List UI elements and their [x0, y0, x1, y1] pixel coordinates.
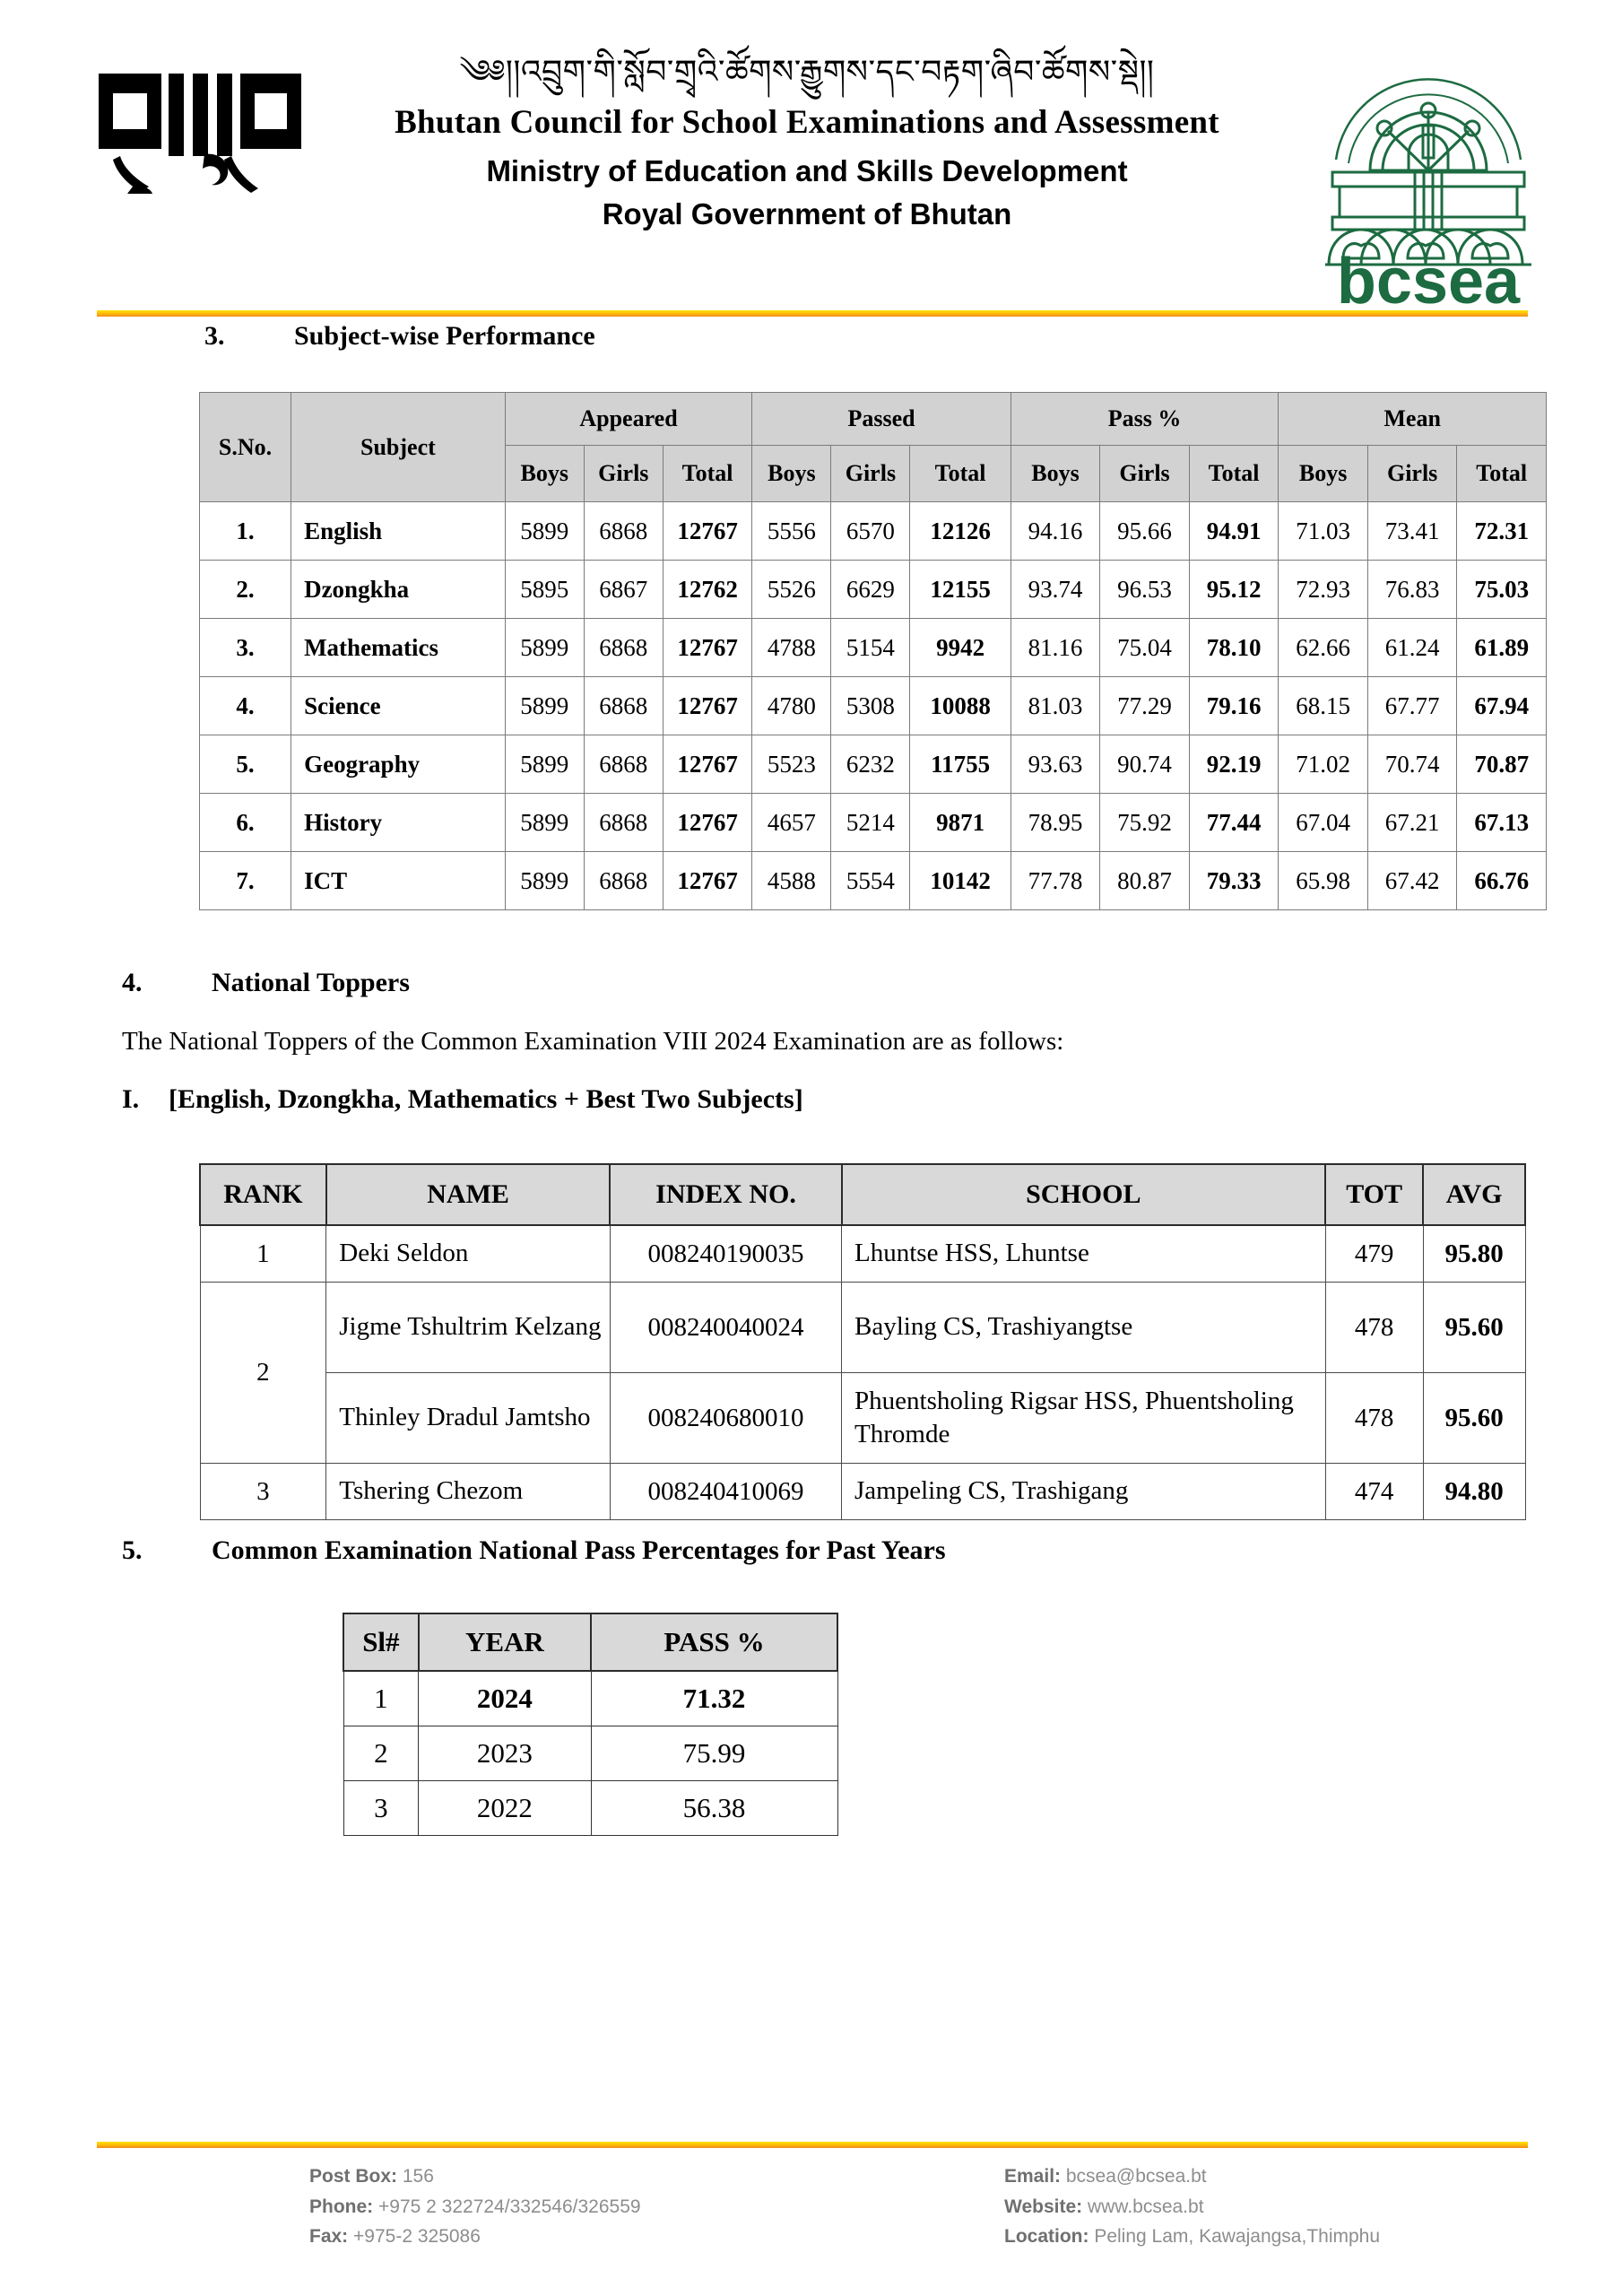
table-row [200, 852, 1547, 910]
cell-index-no: 008240410069 [610, 1464, 841, 1520]
cell-index-no: 008240680010 [610, 1373, 841, 1464]
footer-contact-right [1004, 2161, 1380, 2252]
cell-index-no: 008240040024 [610, 1283, 841, 1373]
header-school: SCHOOL [842, 1164, 1326, 1225]
footer-website [1004, 2192, 1380, 2222]
cell-appeared-total: 12767 [663, 852, 752, 910]
table-row [200, 561, 1547, 619]
cell-passpct-boys: 77.78 [1010, 852, 1100, 910]
government-name: Royal Government of Bhutan [602, 197, 1012, 230]
header-name: NAME [326, 1164, 611, 1225]
header-passed-total: Total [910, 446, 1010, 502]
cell-appeared-girls: 6868 [584, 502, 663, 561]
page-header [0, 0, 1622, 305]
cell-appeared-boys: 5895 [505, 561, 584, 619]
header-appeared-total: Total [663, 446, 752, 502]
footer-post-box [309, 2161, 641, 2192]
footer-location-label: Location: [1004, 2226, 1089, 2248]
cell-passed-girls: 5554 [831, 852, 910, 910]
cell-pass-pct: 75.99 [591, 1726, 837, 1781]
cell-pass-pct: 71.32 [591, 1671, 837, 1726]
cell-name: Jigme Tshultrim Kelzang [326, 1283, 611, 1373]
header-appeared-boys: Boys [505, 446, 584, 502]
cell-mean-girls: 70.74 [1367, 735, 1457, 794]
header-divider [97, 310, 1528, 317]
cell-appeared-boys: 5899 [505, 852, 584, 910]
cell-passed-girls: 6629 [831, 561, 910, 619]
table-row [343, 1671, 837, 1726]
section-5-heading [122, 1535, 946, 1566]
cell-sl: 3 [343, 1781, 419, 1836]
table-row [200, 735, 1547, 794]
cell-subject: ICT [291, 852, 506, 910]
cell-rank: 3 [200, 1464, 326, 1520]
cell-appeared-girls: 6868 [584, 794, 663, 852]
cell-passed-boys: 4780 [752, 677, 831, 735]
cell-mean-total: 70.87 [1457, 735, 1547, 794]
cell-mean-total: 66.76 [1457, 852, 1547, 910]
footer-location [1004, 2222, 1380, 2252]
footer-website-value[interactable]: www.bcsea.bt [1082, 2196, 1204, 2217]
cell-appeared-girls: 6868 [584, 852, 663, 910]
cell-passpct-boys: 93.74 [1010, 561, 1100, 619]
cell-passpct-girls: 75.04 [1100, 619, 1190, 677]
header-index-no: INDEX NO. [610, 1164, 841, 1225]
header-passed-boys: Boys [752, 446, 831, 502]
cell-appeared-total: 12767 [663, 735, 752, 794]
cell-passed-girls: 6570 [831, 502, 910, 561]
bcsea-logo-icon [1316, 45, 1540, 305]
cell-year: 2023 [419, 1726, 591, 1781]
cell-passed-total: 9942 [910, 619, 1010, 677]
toppers-header-row [200, 1164, 1525, 1225]
cell-passed-girls: 5214 [831, 794, 910, 852]
table-row [200, 794, 1547, 852]
past-years-pass-percentage-table [343, 1613, 838, 1836]
cell-passpct-boys: 78.95 [1010, 794, 1100, 852]
section-3-title: Subject-wise Performance [294, 321, 595, 351]
cell-school: Lhuntse HSS, Lhuntse [842, 1225, 1326, 1283]
table-row [200, 619, 1547, 677]
footer-website-label: Website: [1004, 2196, 1083, 2217]
section-4-title: National Toppers [212, 968, 410, 997]
cell-sno: 2. [200, 561, 291, 619]
header-group-pass-pct: Pass % [1010, 393, 1279, 446]
cell-mean-girls: 67.21 [1367, 794, 1457, 852]
cell-mean-boys: 67.04 [1279, 794, 1368, 852]
cell-passpct-total: 78.10 [1189, 619, 1279, 677]
footer-phone-value: +975 2 322724/332546/326559 [373, 2196, 641, 2217]
cell-passed-total: 11755 [910, 735, 1010, 794]
cell-passed-total: 10088 [910, 677, 1010, 735]
cell-passed-girls: 5308 [831, 677, 910, 735]
cell-appeared-girls: 6867 [584, 561, 663, 619]
cell-mean-girls: 67.77 [1367, 677, 1457, 735]
cell-passpct-total: 79.33 [1189, 852, 1279, 910]
cell-sno: 4. [200, 677, 291, 735]
cell-sno: 6. [200, 794, 291, 852]
cell-subject: Mathematics [291, 619, 506, 677]
header-tot: TOT [1325, 1164, 1423, 1225]
cell-passed-total: 9871 [910, 794, 1010, 852]
cell-passpct-boys: 94.16 [1010, 502, 1100, 561]
header-appeared-girls: Girls [584, 446, 663, 502]
cell-passpct-boys: 93.63 [1010, 735, 1100, 794]
cell-mean-boys: 72.93 [1279, 561, 1368, 619]
header-titles [341, 52, 1273, 231]
ministry-name: Ministry of Education and Skills Development [486, 154, 1128, 187]
cell-appeared-boys: 5899 [505, 735, 584, 794]
section-3-number: 3. [204, 321, 225, 351]
cell-passed-boys: 4657 [752, 794, 831, 852]
table-row [200, 1283, 1525, 1373]
cell-appeared-total: 12767 [663, 794, 752, 852]
cell-passpct-girls: 80.87 [1100, 852, 1190, 910]
header-mean-girls: Girls [1367, 446, 1457, 502]
cell-passpct-girls: 90.74 [1100, 735, 1190, 794]
cell-appeared-total: 12767 [663, 619, 752, 677]
national-toppers-table [199, 1163, 1526, 1520]
footer-post-box-value: 156 [397, 2166, 434, 2187]
header-mean-total: Total [1457, 446, 1547, 502]
table-row [200, 1225, 1525, 1283]
footer-email-label: Email: [1004, 2166, 1062, 2187]
cell-sno: 5. [200, 735, 291, 794]
subject-wise-performance-table [199, 392, 1547, 910]
cell-appeared-girls: 6868 [584, 619, 663, 677]
cell-sno: 3. [200, 619, 291, 677]
footer-phone-label: Phone: [309, 2196, 374, 2217]
bhutan-emblem-dzongkha-icon [97, 43, 305, 194]
cell-name: Thinley Dradul Jamtsho [326, 1373, 611, 1464]
cell-subject: Science [291, 677, 506, 735]
cell-name: Deki Seldon [326, 1225, 611, 1283]
footer-divider [97, 2142, 1528, 2148]
subsection-number: I. [122, 1084, 140, 1114]
cell-mean-boys: 71.02 [1279, 735, 1368, 794]
cell-appeared-girls: 6868 [584, 677, 663, 735]
footer-email-value[interactable]: bcsea@bcsea.bt [1061, 2166, 1207, 2187]
cell-passpct-total: 92.19 [1189, 735, 1279, 794]
section-4-heading [122, 968, 410, 998]
cell-appeared-girls: 6868 [584, 735, 663, 794]
cell-rank: 1 [200, 1225, 326, 1283]
cell-mean-girls: 67.42 [1367, 852, 1457, 910]
cell-passed-boys: 4588 [752, 852, 831, 910]
cell-name: Tshering Chezom [326, 1464, 611, 1520]
footer-phone [309, 2192, 641, 2222]
cell-passed-girls: 5154 [831, 619, 910, 677]
subsection-title: [English, Dzongkha, Mathematics + Best Two Subjects] [169, 1084, 803, 1114]
cell-appeared-boys: 5899 [505, 619, 584, 677]
header-passpct-total: Total [1189, 446, 1279, 502]
cell-sno: 1. [200, 502, 291, 561]
header-passpct-girls: Girls [1100, 446, 1190, 502]
cell-tot: 474 [1325, 1464, 1423, 1520]
cell-mean-total: 72.31 [1457, 502, 1547, 561]
cell-passed-boys: 4788 [752, 619, 831, 677]
cell-mean-girls: 61.24 [1367, 619, 1457, 677]
header-pass-pct: PASS % [591, 1613, 837, 1671]
cell-mean-boys: 62.66 [1279, 619, 1368, 677]
cell-passed-total: 12126 [910, 502, 1010, 561]
cell-appeared-total: 12762 [663, 561, 752, 619]
cell-appeared-boys: 5899 [505, 677, 584, 735]
cell-tot: 478 [1325, 1373, 1423, 1464]
table-row [200, 677, 1547, 735]
table-header-group-row [200, 393, 1547, 446]
cell-passpct-girls: 77.29 [1100, 677, 1190, 735]
cell-subject: Dzongkha [291, 561, 506, 619]
footer-contact-left [309, 2161, 641, 2252]
header-year: YEAR [419, 1613, 591, 1671]
section-4-subsection-heading [122, 1084, 803, 1115]
cell-passed-total: 10142 [910, 852, 1010, 910]
table-row [343, 1726, 837, 1781]
cell-year: 2022 [419, 1781, 591, 1836]
cell-mean-boys: 65.98 [1279, 852, 1368, 910]
cell-passpct-girls: 96.53 [1100, 561, 1190, 619]
cell-year: 2024 [419, 1671, 591, 1726]
header-subject: Subject [291, 393, 506, 502]
cell-tot: 478 [1325, 1283, 1423, 1373]
cell-passpct-total: 79.16 [1189, 677, 1279, 735]
cell-passed-boys: 5523 [752, 735, 831, 794]
cell-subject: Geography [291, 735, 506, 794]
cell-index-no: 008240190035 [610, 1225, 841, 1283]
cell-rank: 2 [200, 1283, 326, 1464]
header-avg: AVG [1423, 1164, 1525, 1225]
cell-school: Phuentsholing Rigsar HSS, Phuentsholing Thromde [842, 1373, 1326, 1464]
header-passed-girls: Girls [831, 446, 910, 502]
cell-passpct-boys: 81.16 [1010, 619, 1100, 677]
cell-sl: 2 [343, 1726, 419, 1781]
cell-mean-total: 67.94 [1457, 677, 1547, 735]
cell-passpct-total: 77.44 [1189, 794, 1279, 852]
cell-avg: 95.80 [1423, 1225, 1525, 1283]
cell-avg: 94.80 [1423, 1464, 1525, 1520]
cell-avg: 95.60 [1423, 1283, 1525, 1373]
cell-appeared-boys: 5899 [505, 794, 584, 852]
cell-subject: English [291, 502, 506, 561]
cell-passpct-girls: 95.66 [1100, 502, 1190, 561]
footer-fax-value: +975-2 325086 [348, 2226, 481, 2248]
cell-subject: History [291, 794, 506, 852]
footer-location-value: Peling Lam, Kawajangsa,Thimphu [1089, 2226, 1381, 2248]
section-5-title: Common Examination National Pass Percentages for Past Years [212, 1535, 946, 1565]
footer-email [1004, 2161, 1380, 2192]
cell-passpct-girls: 75.92 [1100, 794, 1190, 852]
bcsea-wordmark: bcsea [1336, 246, 1521, 305]
cell-mean-total: 67.13 [1457, 794, 1547, 852]
cell-passpct-boys: 81.03 [1010, 677, 1100, 735]
header-group-mean: Mean [1279, 393, 1547, 446]
footer-fax-label: Fax: [309, 2226, 349, 2248]
cell-passed-girls: 6232 [831, 735, 910, 794]
cell-sl: 1 [343, 1671, 419, 1726]
cell-sno: 7. [200, 852, 291, 910]
header-group-appeared: Appeared [505, 393, 752, 446]
section-4-number: 4. [122, 968, 143, 997]
cell-mean-total: 61.89 [1457, 619, 1547, 677]
cell-tot: 479 [1325, 1225, 1423, 1283]
header-sno: S.No. [200, 393, 291, 502]
cell-avg: 95.60 [1423, 1373, 1525, 1464]
cell-passed-boys: 5526 [752, 561, 831, 619]
table-row [200, 1373, 1525, 1464]
years-header-row [343, 1613, 837, 1671]
header-mean-boys: Boys [1279, 446, 1368, 502]
dzongkha-title: ༄༅།།འབྲུག་གི་སློབ་གྲྭའི་ཚོགས་རྒྱུགས་དང་བརྟག་ཞིབ་ཚོགས་སྡེ།། [459, 54, 1155, 91]
council-title: Bhutan Council for School Examinations and Assessment [395, 104, 1219, 141]
cell-school: Jampeling CS, Trashigang [842, 1464, 1326, 1520]
table-row [200, 502, 1547, 561]
cell-appeared-total: 12767 [663, 677, 752, 735]
cell-mean-girls: 76.83 [1367, 561, 1457, 619]
cell-mean-boys: 68.15 [1279, 677, 1368, 735]
section-4-intro: The National Toppers of the Common Examination VIII 2024 Examination are as follows: [122, 1027, 1064, 1056]
section-3-heading [204, 321, 595, 352]
header-sl: Sl# [343, 1613, 419, 1671]
cell-passpct-total: 94.91 [1189, 502, 1279, 561]
header-group-passed: Passed [752, 393, 1010, 446]
cell-passpct-total: 95.12 [1189, 561, 1279, 619]
cell-school: Bayling CS, Trashiyangtse [842, 1283, 1326, 1373]
header-passpct-boys: Boys [1010, 446, 1100, 502]
table-row [343, 1781, 837, 1836]
header-rank: RANK [200, 1164, 326, 1225]
cell-mean-boys: 71.03 [1279, 502, 1368, 561]
cell-passed-total: 12155 [910, 561, 1010, 619]
cell-appeared-boys: 5899 [505, 502, 584, 561]
cell-pass-pct: 56.38 [591, 1781, 837, 1836]
cell-passed-boys: 5556 [752, 502, 831, 561]
footer-post-box-label: Post Box: [309, 2166, 398, 2187]
section-5-number: 5. [122, 1535, 143, 1565]
table-row [200, 1464, 1525, 1520]
footer-fax [309, 2222, 641, 2252]
cell-mean-total: 75.03 [1457, 561, 1547, 619]
cell-mean-girls: 73.41 [1367, 502, 1457, 561]
cell-appeared-total: 12767 [663, 502, 752, 561]
